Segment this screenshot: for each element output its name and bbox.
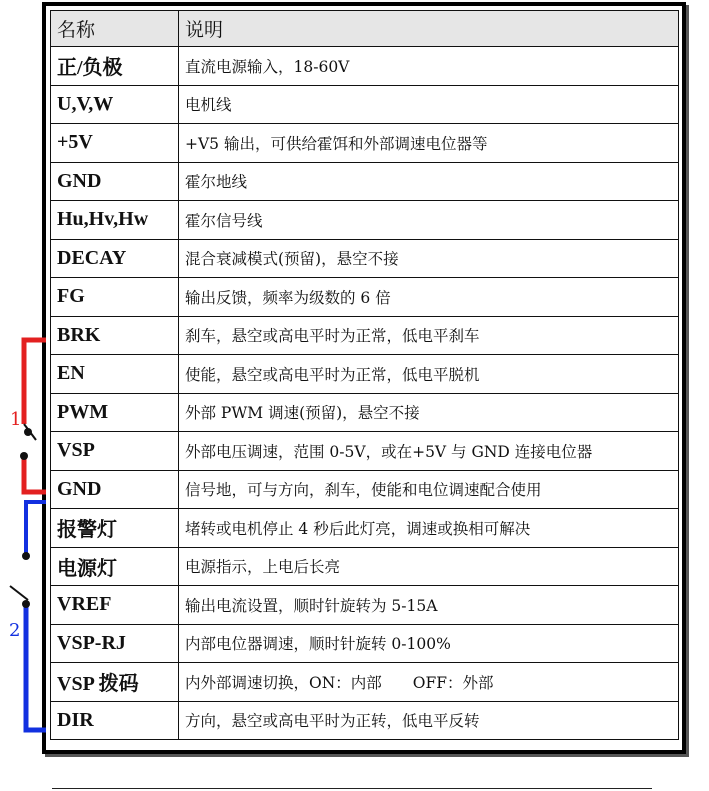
row-description: 使能，悬空或高电平时为正常，低电平脱机 <box>179 355 679 394</box>
switch-2-wiring <box>9 502 46 730</box>
table-row <box>51 239 679 278</box>
row-description: 输出电流设置，顺时针旋转为 5-15A <box>179 586 679 625</box>
row-description: 霍尔地线 <box>179 162 679 201</box>
row-name: U,V,W <box>51 85 179 124</box>
row-name: GND <box>51 470 179 509</box>
row-description: 电源指示，上电后长亮 <box>179 547 679 586</box>
row-description: 外部电压调速，范围 0-5V，或在+5V 与 GND 连接电位器 <box>179 432 679 471</box>
row-description: 内外部调速切换，ON：内部 OFF：外部 <box>179 663 679 702</box>
table-row <box>51 432 679 471</box>
table-row <box>51 201 679 240</box>
row-name: 报警灯 <box>51 509 179 548</box>
row-description: 方向，悬空或高电平时为正转，低电平反转 <box>179 701 679 740</box>
row-description: 信号地，可与方向，刹车，使能和电位调速配合使用 <box>179 470 679 509</box>
switch-2-lever <box>10 586 28 600</box>
table-row <box>51 278 679 317</box>
row-description: 内部电位器调速，顺时针旋转 0-100% <box>179 624 679 663</box>
row-name: FG <box>51 278 179 317</box>
switch-1-lever <box>24 424 36 440</box>
switch-2-label: 2 <box>9 620 21 641</box>
row-name: GND <box>51 162 179 201</box>
table-row <box>51 547 679 586</box>
table-row <box>51 162 679 201</box>
row-name: DIR <box>51 701 179 740</box>
table-row <box>51 393 679 432</box>
header-name: 名称 <box>51 11 179 47</box>
switch-2-terminal <box>22 552 30 560</box>
row-name: EN <box>51 355 179 394</box>
table-row <box>51 124 679 163</box>
table-row <box>51 316 679 355</box>
row-description: 输出反馈，频率为级数的 6 倍 <box>179 278 679 317</box>
row-name: VSP-RJ <box>51 624 179 663</box>
table-row <box>51 47 679 86</box>
row-name: +5V <box>51 124 179 163</box>
switch-2-contact <box>22 600 30 608</box>
row-description: 电机线 <box>179 85 679 124</box>
header-description: 说明 <box>179 11 679 47</box>
row-name: VREF <box>51 586 179 625</box>
row-name: BRK <box>51 316 179 355</box>
table-row <box>51 355 679 394</box>
table-row <box>51 470 679 509</box>
switch-1-wiring <box>10 340 46 492</box>
table-row <box>51 701 679 740</box>
table-row <box>51 624 679 663</box>
spec-table <box>50 10 679 740</box>
switch-1-label: 1 <box>10 409 22 430</box>
row-name: 电源灯 <box>51 547 179 586</box>
table-header-row <box>51 11 679 47</box>
row-name: 正/负极 <box>51 47 179 86</box>
row-description: 外部 PWM 调速(预留)，悬空不接 <box>179 393 679 432</box>
row-description: 混合衰减模式(预留)，悬空不接 <box>179 239 679 278</box>
row-description: +V5 输出，可供给霍饵和外部调速电位器等 <box>179 124 679 163</box>
row-description: 刹车，悬空或高电平时为正常，低电平刹车 <box>179 316 679 355</box>
row-name: PWM <box>51 393 179 432</box>
table-row <box>51 509 679 548</box>
row-name: Hu,Hv,Hw <box>51 201 179 240</box>
table-row <box>51 85 679 124</box>
row-name: VSP 拨码 <box>51 663 179 702</box>
table-frame-inner <box>46 6 682 750</box>
row-name: DECAY <box>51 239 179 278</box>
table-row <box>51 663 679 702</box>
bottom-rule <box>52 788 652 789</box>
table-frame <box>42 2 686 754</box>
switch-1-terminal <box>20 452 28 460</box>
row-description: 堵转或电机停止 4 秒后此灯亮，调速或换相可解决 <box>179 509 679 548</box>
table-row <box>51 586 679 625</box>
switch-1-contact <box>24 428 32 436</box>
row-name: VSP <box>51 432 179 471</box>
row-description: 霍尔信号线 <box>179 201 679 240</box>
row-description: 直流电源输入，18-60V <box>179 47 679 86</box>
